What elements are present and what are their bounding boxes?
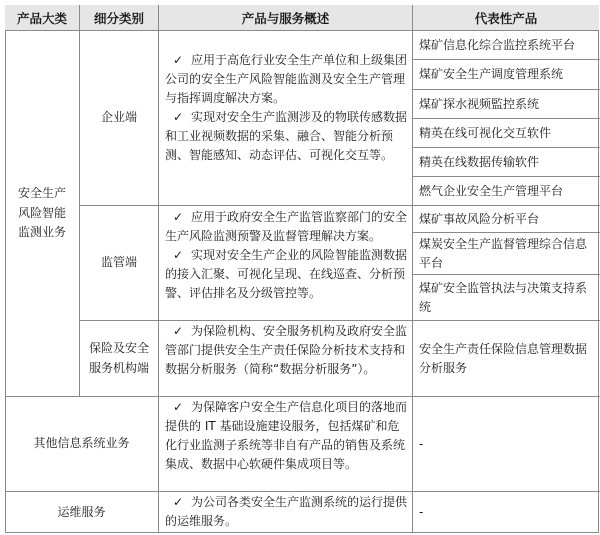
- product-label: -: [419, 436, 424, 451]
- desc-text: 实现对安全生产企业的风险智能监测数据的接入汇聚、可视化呈现、在线巡查、分析预警、评估排名及分级管控等。: [165, 248, 408, 300]
- subcategory-insurance-line: 保险及安全: [88, 341, 149, 355]
- product-item: [413, 492, 600, 533]
- product-item: [413, 321, 600, 397]
- product-item: [413, 233, 600, 275]
- header-products: 代表性产品: [413, 5, 599, 31]
- product-label: 煤矿探水视频監控系统: [419, 96, 540, 111]
- subcategory-regulator-cell: [80, 206, 159, 321]
- header-subcategory: 细分类别: [80, 5, 159, 31]
- header-overview: 产品与服务概述: [159, 5, 413, 31]
- product-label: 煤矿信息化综合监控系统平台: [419, 37, 576, 52]
- product-label: 煤炭安全生产监督管理综合信息平台: [419, 236, 588, 270]
- check-icon: ✓: [172, 495, 184, 509]
- regulator-desc: [165, 208, 409, 303]
- desc-text: 应用于政府安全生产监管监察部门的安全生产风险监测预警及监督管理解决方案。: [165, 210, 408, 243]
- category-risk-line: 监测业务: [17, 225, 66, 240]
- desc-item: [165, 398, 409, 474]
- product-label: 煤矿事故风险分析平台: [419, 211, 540, 226]
- desc-text: 为保障客户安全生产信息化项目的落地而提供的 IT 基础设施建设服务，包括煤矿和危化行业监测子系统等非自有产品的销售及系统集成、数据中心软硬件集成项目等。: [165, 400, 408, 471]
- desc-item: [165, 246, 409, 303]
- desc-text: 应用于高危行业安全生产单位和上级集团公司的安全生产风险智能监测及安全生产管理与指挥调度解决方案。: [165, 53, 408, 105]
- category-risk-cell: [5, 31, 80, 397]
- product-label: 精英在线数据传输软件: [419, 154, 540, 169]
- header-category: 产品大类: [5, 5, 80, 31]
- desc-text: 实现对安全生产监测涉及的物联传感数据和工业视频数据的采集、融合、智能分析预测、智能感知、动态评估、可视化交互等。: [165, 110, 408, 162]
- product-label: 燃气企业安全生产管理平台: [419, 183, 564, 198]
- desc-text: 为公司各类安全生产监测系统的运行提供的运维服务。: [165, 495, 408, 528]
- desc-item: [165, 51, 409, 108]
- desc-item: [165, 322, 409, 379]
- other-desc: [165, 398, 409, 474]
- category-risk-line: 安全生产: [17, 186, 66, 201]
- category-risk-line: 风险智能: [17, 205, 66, 220]
- category-ops-cell: [5, 492, 159, 533]
- enterprise-desc: [165, 51, 409, 165]
- check-icon: ✓: [172, 248, 184, 262]
- subcategory-regulator-label: 监管端: [100, 255, 137, 270]
- subcategory-enterprise-cell: [80, 31, 159, 206]
- product-label: 安全生产责任保险信息管理数据分析服务: [419, 341, 588, 375]
- check-icon: ✓: [172, 53, 184, 67]
- product-item: [413, 275, 600, 321]
- check-icon: ✓: [172, 400, 184, 414]
- product-item: [413, 90, 600, 119]
- category-risk-label: [18, 184, 66, 243]
- desc-item: [165, 493, 409, 531]
- subcategory-insurance-label: [89, 339, 149, 378]
- product-item: [413, 206, 600, 233]
- product-label: 煤矿安全生产调度管理系统: [419, 67, 564, 81]
- product-label: 煤矿安全监管执法与决策支持系统: [419, 280, 588, 314]
- insurance-desc: [165, 322, 409, 379]
- product-item: [413, 148, 600, 177]
- subcategory-insurance-cell: [80, 321, 159, 397]
- category-other-cell: [5, 397, 159, 492]
- ops-desc: [165, 493, 409, 531]
- product-item: [413, 60, 600, 90]
- desc-item: [165, 208, 409, 246]
- product-label: -: [419, 505, 424, 519]
- check-icon: ✓: [172, 324, 184, 338]
- subcategory-insurance-line: 服务机构端: [88, 360, 149, 375]
- category-ops-label: 运维服务: [57, 504, 106, 519]
- product-item: [413, 397, 600, 492]
- desc-item: [165, 108, 409, 165]
- product-item: [413, 119, 600, 148]
- product-item: [413, 31, 600, 60]
- product-label: 精英在线可视化交互软件: [419, 125, 552, 140]
- desc-text: 为保险机构、安全服务机构及政府安全监管部门提供安全生产责任保险分析技术支持和数据分析服务（简称“数据分析服务”）。: [165, 324, 408, 376]
- product-item: [413, 177, 600, 206]
- check-icon: ✓: [172, 110, 184, 124]
- subcategory-enterprise-label: 企业端: [100, 110, 137, 125]
- category-other-label: 其他信息系统业务: [33, 436, 130, 451]
- check-icon: ✓: [172, 210, 184, 224]
